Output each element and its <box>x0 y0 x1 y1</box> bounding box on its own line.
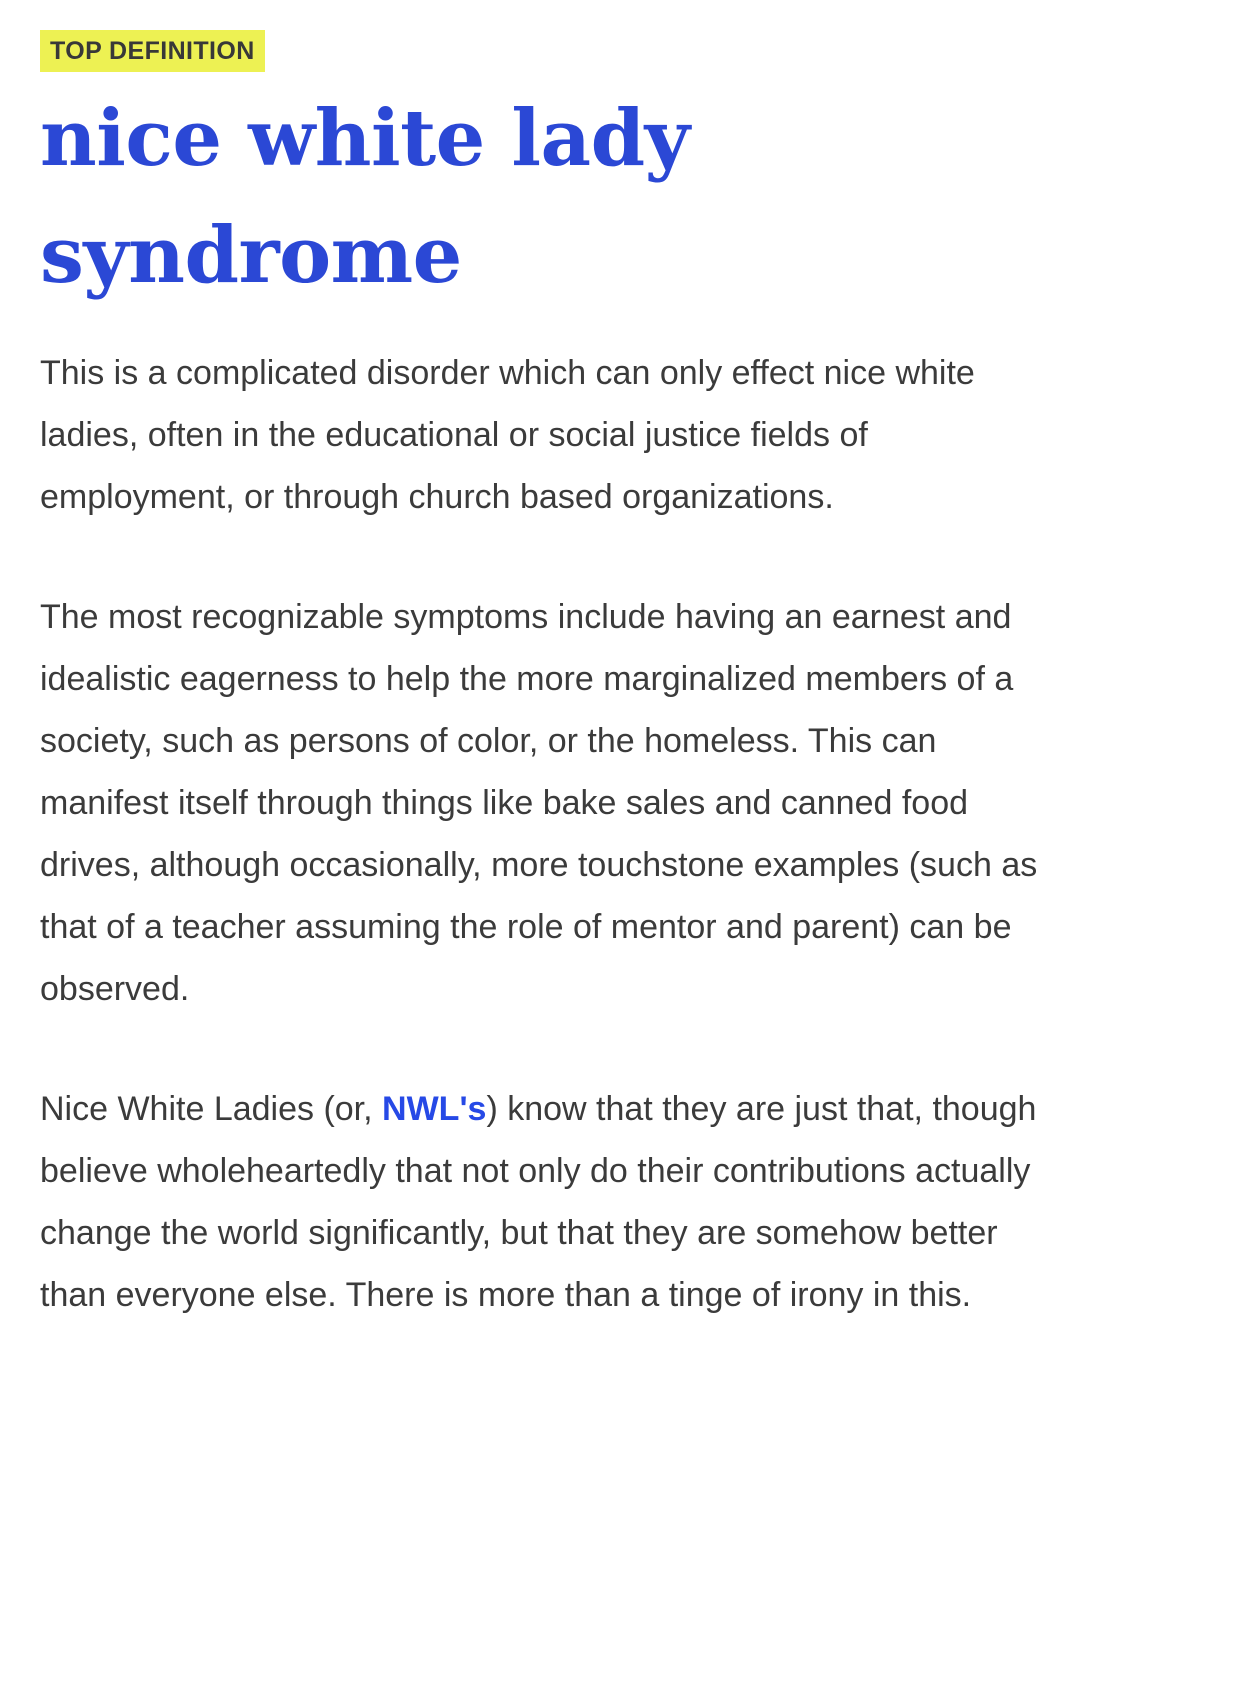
definition-paragraph-3 <box>40 1078 1070 1326</box>
paragraph-3-text-before-link: Nice White Ladies (or, <box>40 1090 383 1128</box>
defined-word-link[interactable]: nice white lady syndrome <box>40 93 690 301</box>
paragraph-3-text-after-link: ) know that they are just that, though believe wholeheartedly that not only do their contributions actually change the world significantly, but that they are somehow better than everyone else. There is more than a tinge of irony in this. <box>40 1090 1037 1314</box>
definition-text <box>40 342 1070 1326</box>
nwls-term-link[interactable]: NWL's <box>382 1090 487 1128</box>
definition-paragraph-1: This is a complicated disorder which can only effect nice white ladies, often in the educational or social justice fields of employment, or through church based organizations. <box>40 354 975 516</box>
definition-paragraph-2: The most recognizable symptoms include having an earnest and idealistic eagerness to help the more marginalized members of a society, such as persons of color, or the homeless. This can manifest itself through things like bake sales and canned food drives, although occasionally, more touchstone examples (such as that of a teacher assuming the role of mentor and parent) can be observed. <box>40 598 1038 1008</box>
top-definition-badge: TOP DEFINITION <box>40 30 265 72</box>
